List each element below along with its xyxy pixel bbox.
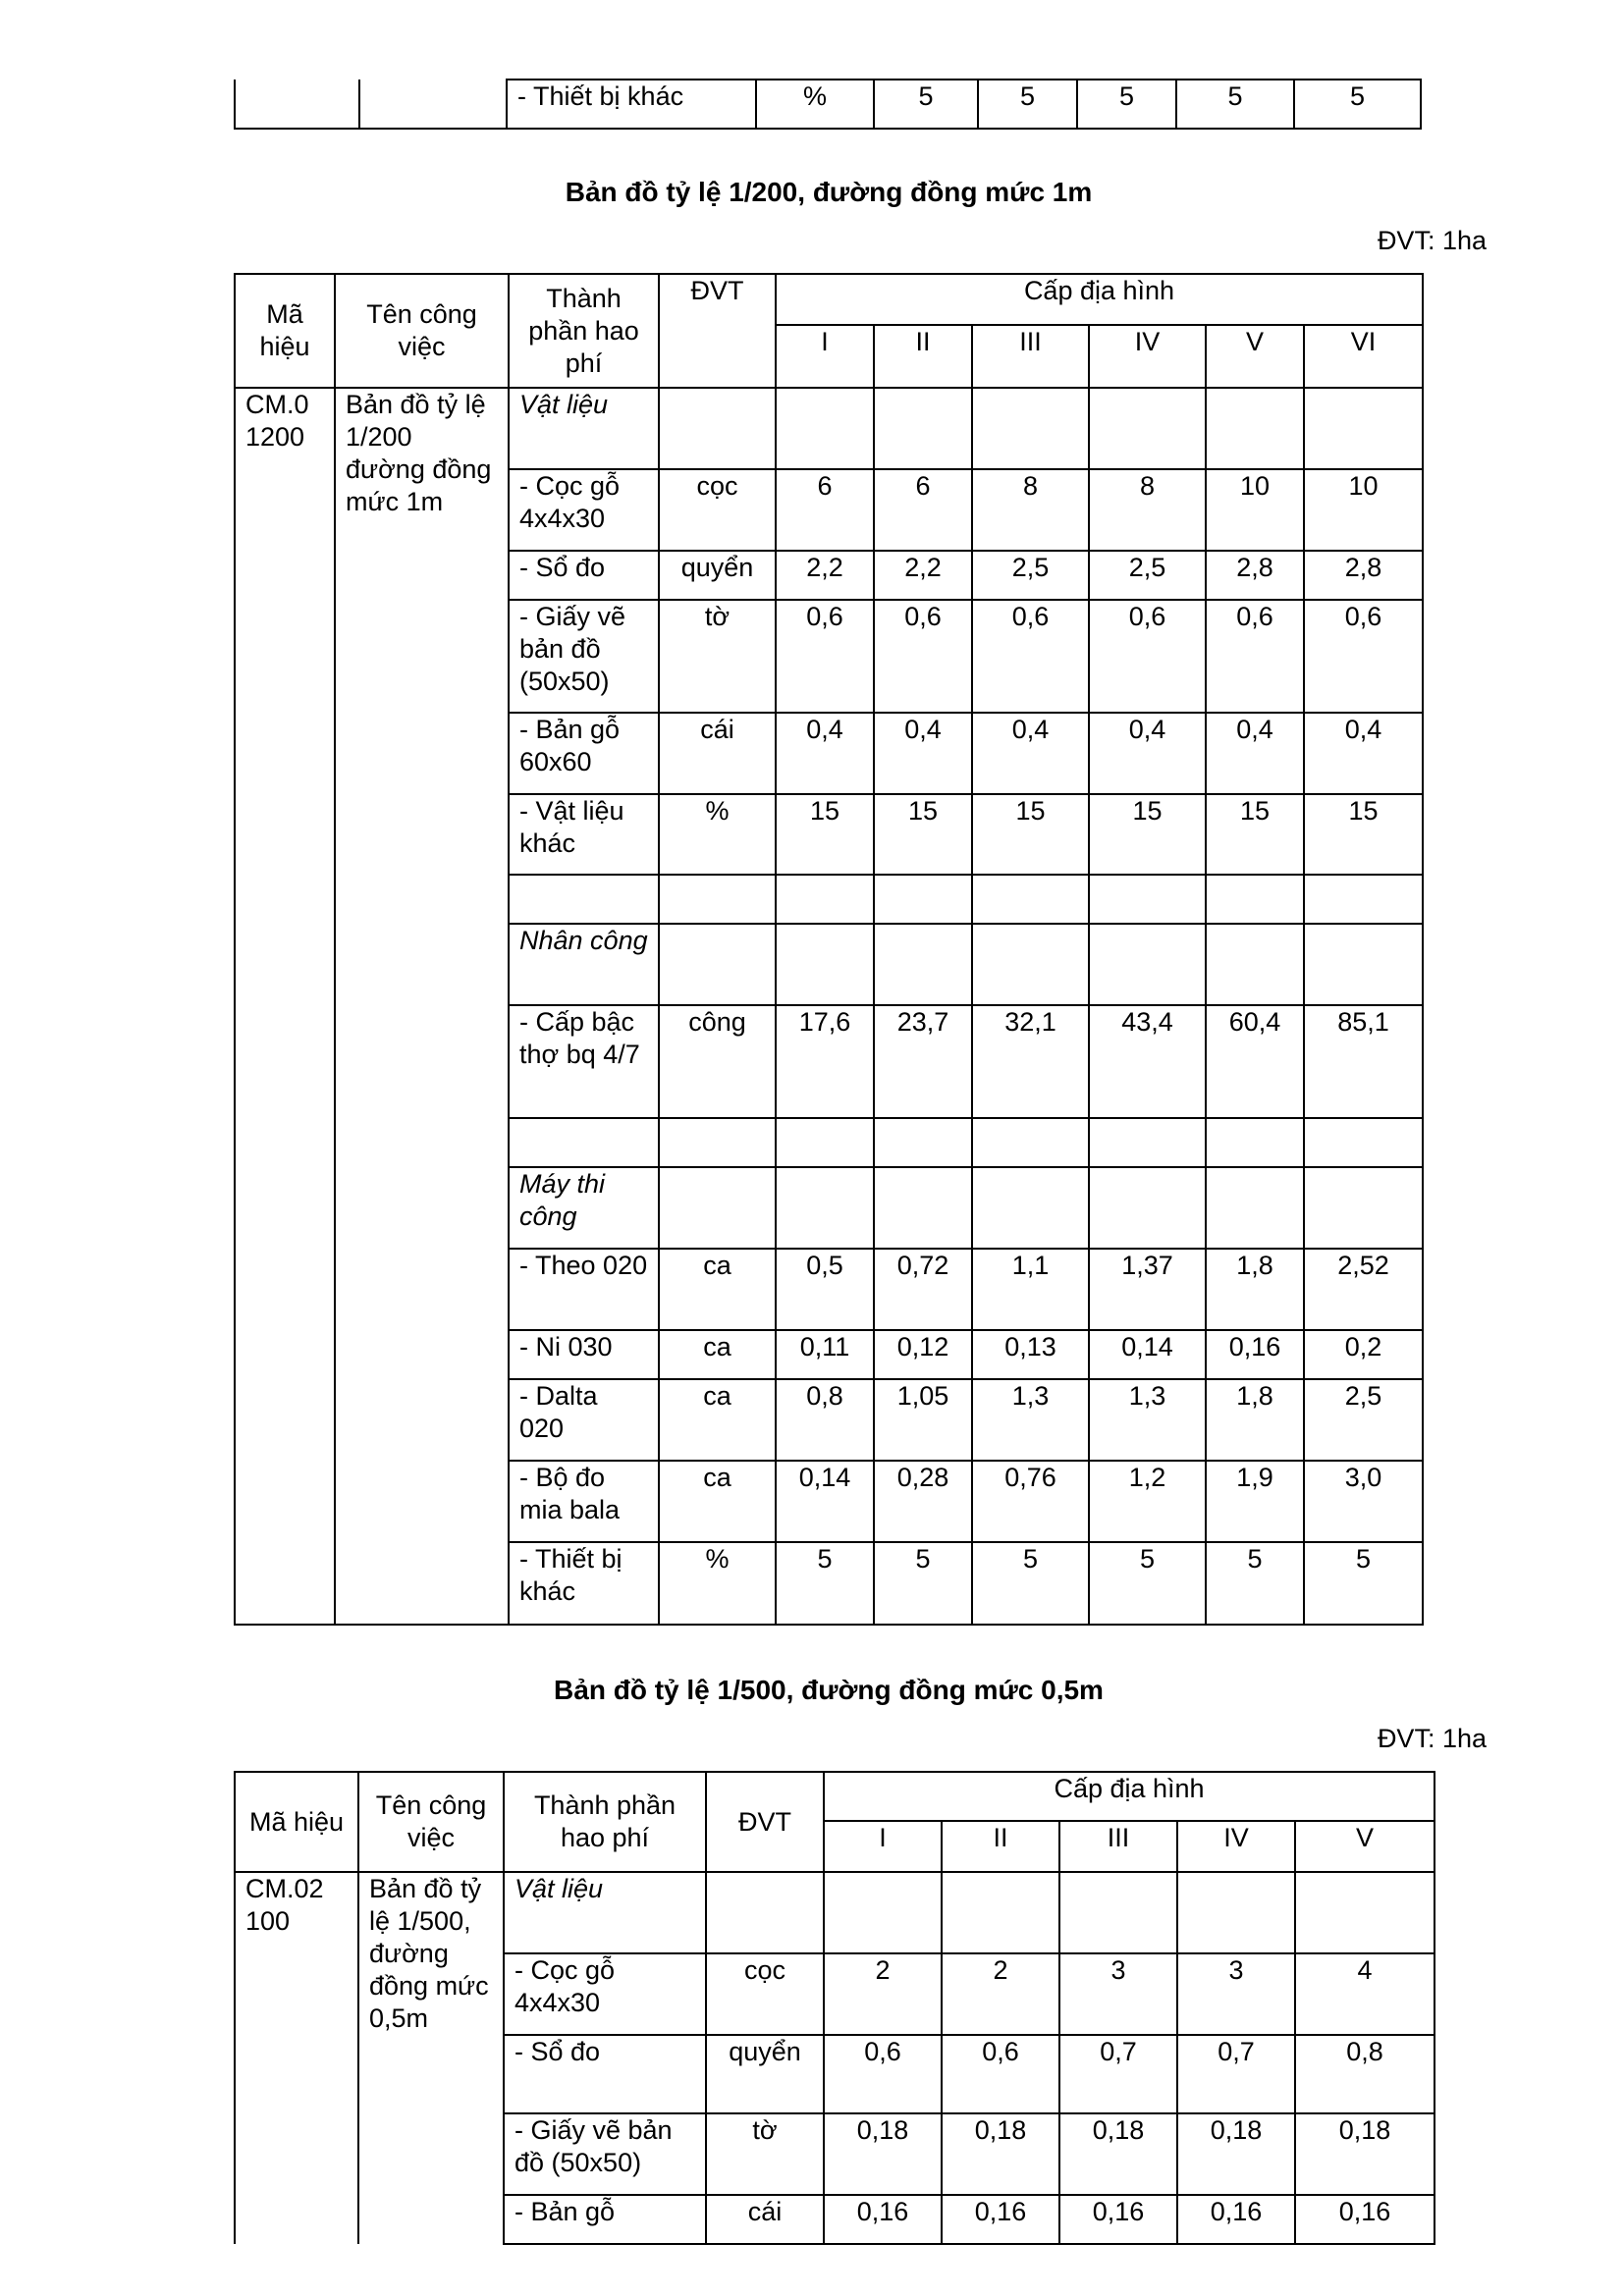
value-cell: 0,6 bbox=[1304, 600, 1423, 713]
value-cell: 85,1 bbox=[1304, 1005, 1423, 1118]
value-cell: 10 bbox=[1206, 469, 1304, 551]
value-cell bbox=[874, 875, 972, 924]
work-code: CM.02 100 bbox=[235, 1872, 358, 2244]
value-cell: 0,6 bbox=[824, 2035, 942, 2113]
header-level: III bbox=[1059, 1821, 1177, 1872]
value-cell bbox=[1206, 875, 1304, 924]
value-cell: 1,37 bbox=[1089, 1249, 1206, 1330]
value-cell: 0,6 bbox=[776, 600, 874, 713]
value-cell: 2,5 bbox=[1089, 551, 1206, 600]
value-cell: 5 bbox=[1206, 1542, 1304, 1625]
row-unit: cái bbox=[706, 2195, 824, 2244]
value-cell: 2 bbox=[942, 1953, 1059, 2035]
row-label: - Cọc gỗ 4x4x30 bbox=[504, 1953, 706, 2035]
value-cell: 15 bbox=[972, 794, 1089, 875]
header-level: VI bbox=[1304, 325, 1423, 388]
value-cell bbox=[776, 1118, 874, 1167]
value-cell: 2,52 bbox=[1304, 1249, 1423, 1330]
value-cell: 0,6 bbox=[1089, 600, 1206, 713]
value-cell: 0,14 bbox=[1089, 1330, 1206, 1379]
value-cell bbox=[972, 924, 1089, 1005]
value-cell: 0,18 bbox=[1177, 2113, 1295, 2195]
row-label bbox=[509, 1118, 659, 1167]
header-code: Mã hiệu bbox=[235, 1772, 358, 1872]
row-label: Máy thi công bbox=[509, 1167, 659, 1249]
header-terrain: Cấp địa hình bbox=[776, 274, 1423, 325]
value-cell: 3 bbox=[1177, 1953, 1295, 2035]
value-cell: 2 bbox=[824, 1953, 942, 2035]
header-work: Tên công việc bbox=[358, 1772, 504, 1872]
row-unit bbox=[659, 388, 776, 469]
header-level: IV bbox=[1089, 325, 1206, 388]
table2-unit-note: ĐVT: 1ha bbox=[1377, 1724, 1487, 1753]
table-row bbox=[235, 80, 1421, 129]
row-label: Vật liệu bbox=[504, 1872, 706, 1953]
value-cell: 0,8 bbox=[1295, 2035, 1435, 2113]
value-cell bbox=[1304, 1167, 1423, 1249]
value-cell bbox=[776, 924, 874, 1005]
value-cell bbox=[972, 388, 1089, 469]
value-cell: 0,7 bbox=[1059, 2035, 1177, 2113]
value-cell bbox=[942, 1872, 1059, 1953]
header-level: I bbox=[824, 1821, 942, 1872]
value-cell: 0,4 bbox=[1304, 713, 1423, 794]
table1 bbox=[234, 273, 1424, 1626]
value-cell: 1,05 bbox=[874, 1379, 972, 1461]
value-cell: 0,4 bbox=[874, 713, 972, 794]
value-cell bbox=[1295, 1872, 1435, 1953]
value-cell: 0,28 bbox=[874, 1461, 972, 1542]
value-cell: 6 bbox=[776, 469, 874, 551]
value-cell: 15 bbox=[1304, 794, 1423, 875]
value-cell bbox=[1304, 875, 1423, 924]
value-cell bbox=[1304, 388, 1423, 469]
value-cell: 2,8 bbox=[1206, 551, 1304, 600]
value-cell: 5 bbox=[972, 1542, 1089, 1625]
value-cell: 0,16 bbox=[824, 2195, 942, 2244]
value-cell: 0,16 bbox=[1059, 2195, 1177, 2244]
header-unit: ĐVT bbox=[659, 274, 776, 388]
value-cell bbox=[776, 1167, 874, 1249]
value-cell: 2,5 bbox=[972, 551, 1089, 600]
value-cell: 5 bbox=[978, 80, 1077, 129]
value-cell: 0,4 bbox=[1089, 713, 1206, 794]
row-label: - Sổ đo bbox=[509, 551, 659, 600]
table1-header-row bbox=[235, 274, 1423, 325]
table2-title: Bản đồ tỷ lệ 1/500, đường đồng mức 0,5m bbox=[554, 1675, 1104, 1705]
value-cell: 0,18 bbox=[1295, 2113, 1435, 2195]
value-cell: 2,2 bbox=[874, 551, 972, 600]
value-cell: 60,4 bbox=[1206, 1005, 1304, 1118]
header-work: Tên công việc bbox=[335, 274, 509, 388]
value-cell: 5 bbox=[1304, 1542, 1423, 1625]
value-cell bbox=[1089, 1167, 1206, 1249]
value-cell: 0,4 bbox=[1206, 713, 1304, 794]
value-cell: 0,4 bbox=[776, 713, 874, 794]
row-label bbox=[509, 875, 659, 924]
work-name: Bản đồ tỷ lệ 1/200 đường đồng mức 1m bbox=[335, 388, 509, 1625]
header-level: II bbox=[942, 1821, 1059, 1872]
row-unit: quyển bbox=[706, 2035, 824, 2113]
work-name: Bản đồ tỷ lệ 1/500, đường đồng mức 0,5m bbox=[358, 1872, 504, 2244]
table2 bbox=[234, 1771, 1435, 2245]
row-unit bbox=[659, 1118, 776, 1167]
value-cell bbox=[776, 388, 874, 469]
value-cell bbox=[874, 1118, 972, 1167]
value-cell: 23,7 bbox=[874, 1005, 972, 1118]
row-label: - Bản gỗ 60x60 bbox=[509, 713, 659, 794]
value-cell: 3,0 bbox=[1304, 1461, 1423, 1542]
value-cell: 1,9 bbox=[1206, 1461, 1304, 1542]
value-cell bbox=[972, 1167, 1089, 1249]
row-unit: % bbox=[659, 1542, 776, 1625]
value-cell bbox=[1206, 1167, 1304, 1249]
value-cell bbox=[824, 1872, 942, 1953]
row-label: - Vật liệu khác bbox=[509, 794, 659, 875]
value-cell: 1,8 bbox=[1206, 1379, 1304, 1461]
row-unit bbox=[706, 1872, 824, 1953]
value-cell: 10 bbox=[1304, 469, 1423, 551]
value-cell: 0,16 bbox=[1295, 2195, 1435, 2244]
header-unit: ĐVT bbox=[706, 1772, 824, 1872]
value-cell: 17,6 bbox=[776, 1005, 874, 1118]
table2-header-row bbox=[235, 1772, 1435, 1821]
value-cell: 0,6 bbox=[942, 2035, 1059, 2113]
value-cell: 4 bbox=[1295, 1953, 1435, 2035]
value-cell bbox=[1206, 1118, 1304, 1167]
value-cell bbox=[1089, 875, 1206, 924]
value-cell bbox=[874, 924, 972, 1005]
row-unit: cọc bbox=[659, 469, 776, 551]
value-cell: 15 bbox=[1089, 794, 1206, 875]
header-level: III bbox=[972, 325, 1089, 388]
value-cell: 0,6 bbox=[1206, 600, 1304, 713]
row-label: Nhân công bbox=[509, 924, 659, 1005]
empty-cell bbox=[359, 80, 507, 129]
value-cell bbox=[1089, 924, 1206, 1005]
value-cell: 0,13 bbox=[972, 1330, 1089, 1379]
row-unit: cái bbox=[659, 713, 776, 794]
header-level: V bbox=[1295, 1821, 1435, 1872]
header-component: Thành phần hao phí bbox=[504, 1772, 706, 1872]
previous-table-fragment bbox=[234, 79, 1422, 130]
work-code: CM.0 1200 bbox=[235, 388, 335, 1625]
row-label: - Dalta 020 bbox=[509, 1379, 659, 1461]
row-unit: tờ bbox=[659, 600, 776, 713]
value-cell bbox=[1206, 924, 1304, 1005]
header-level: I bbox=[776, 325, 874, 388]
header-level: II bbox=[874, 325, 972, 388]
row-unit: ca bbox=[659, 1379, 776, 1461]
row-unit bbox=[659, 875, 776, 924]
row-unit: % bbox=[659, 794, 776, 875]
value-cell bbox=[874, 1167, 972, 1249]
row-label: - Sổ đo bbox=[504, 2035, 706, 2113]
value-cell bbox=[1304, 924, 1423, 1005]
value-cell: 2,8 bbox=[1304, 551, 1423, 600]
value-cell bbox=[1089, 388, 1206, 469]
value-cell bbox=[1059, 1872, 1177, 1953]
row-label: - Bộ đo mia bala bbox=[509, 1461, 659, 1542]
row-label: - Bản gỗ bbox=[504, 2195, 706, 2244]
value-cell: 0,7 bbox=[1177, 2035, 1295, 2113]
value-cell: 1,3 bbox=[1089, 1379, 1206, 1461]
row-unit: % bbox=[756, 80, 874, 129]
value-cell: 15 bbox=[1206, 794, 1304, 875]
row-unit bbox=[659, 1167, 776, 1249]
value-cell: 6 bbox=[874, 469, 972, 551]
value-cell: 5 bbox=[874, 1542, 972, 1625]
value-cell: 0,6 bbox=[972, 600, 1089, 713]
value-cell: 0,5 bbox=[776, 1249, 874, 1330]
value-cell bbox=[1304, 1118, 1423, 1167]
value-cell: 5 bbox=[874, 80, 978, 129]
header-component: Thành phần hao phí bbox=[509, 274, 659, 388]
value-cell: 2,5 bbox=[1304, 1379, 1423, 1461]
empty-cell bbox=[235, 80, 359, 129]
value-cell: 15 bbox=[776, 794, 874, 875]
value-cell: 0,6 bbox=[874, 600, 972, 713]
header-code: Mã hiệu bbox=[235, 274, 335, 388]
value-cell: 0,18 bbox=[1059, 2113, 1177, 2195]
value-cell: 0,18 bbox=[824, 2113, 942, 2195]
value-cell: 5 bbox=[776, 1542, 874, 1625]
value-cell: 0,76 bbox=[972, 1461, 1089, 1542]
row-unit: tờ bbox=[706, 2113, 824, 2195]
value-cell: 5 bbox=[1176, 80, 1294, 129]
value-cell bbox=[1177, 1872, 1295, 1953]
value-cell: 0,72 bbox=[874, 1249, 972, 1330]
row-unit: cọc bbox=[706, 1953, 824, 2035]
row-unit: quyển bbox=[659, 551, 776, 600]
table1-unit-note: ĐVT: 1ha bbox=[1377, 226, 1487, 255]
row-label: - Theo 020 bbox=[509, 1249, 659, 1330]
value-cell: 0,8 bbox=[776, 1379, 874, 1461]
row-label: - Thiết bị khác bbox=[509, 1542, 659, 1625]
value-cell: 0,16 bbox=[1177, 2195, 1295, 2244]
row-label: - Giấy vẽ bản đồ (50x50) bbox=[509, 600, 659, 713]
header-level: IV bbox=[1177, 1821, 1295, 1872]
value-cell: 5 bbox=[1077, 80, 1176, 129]
row-label: - Giấy vẽ bản đồ (50x50) bbox=[504, 2113, 706, 2195]
row-unit: ca bbox=[659, 1461, 776, 1542]
row-unit: ca bbox=[659, 1330, 776, 1379]
row-unit bbox=[659, 924, 776, 1005]
value-cell: 0,18 bbox=[942, 2113, 1059, 2195]
value-cell: 0,14 bbox=[776, 1461, 874, 1542]
row-label: Vật liệu bbox=[509, 388, 659, 469]
value-cell: 8 bbox=[972, 469, 1089, 551]
value-cell: 15 bbox=[874, 794, 972, 875]
value-cell: 2,2 bbox=[776, 551, 874, 600]
value-cell: 5 bbox=[1089, 1542, 1206, 1625]
row-label: - Thiết bị khác bbox=[507, 80, 756, 129]
value-cell: 1,1 bbox=[972, 1249, 1089, 1330]
value-cell bbox=[972, 1118, 1089, 1167]
value-cell: 0,12 bbox=[874, 1330, 972, 1379]
row-unit: ca bbox=[659, 1249, 776, 1330]
row-unit: công bbox=[659, 1005, 776, 1118]
value-cell: 0,4 bbox=[972, 713, 1089, 794]
value-cell: 0,2 bbox=[1304, 1330, 1423, 1379]
value-cell: 1,2 bbox=[1089, 1461, 1206, 1542]
table-row bbox=[235, 1872, 1435, 1953]
value-cell bbox=[776, 875, 874, 924]
row-label: - Cọc gỗ 4x4x30 bbox=[509, 469, 659, 551]
value-cell: 0,11 bbox=[776, 1330, 874, 1379]
value-cell: 3 bbox=[1059, 1953, 1177, 2035]
value-cell: 5 bbox=[1294, 80, 1421, 129]
value-cell: 1,8 bbox=[1206, 1249, 1304, 1330]
value-cell bbox=[874, 388, 972, 469]
value-cell: 0,16 bbox=[1206, 1330, 1304, 1379]
value-cell: 0,16 bbox=[942, 2195, 1059, 2244]
table-row bbox=[235, 388, 1423, 469]
value-cell: 43,4 bbox=[1089, 1005, 1206, 1118]
header-terrain: Cấp địa hình bbox=[824, 1772, 1435, 1821]
header-level: V bbox=[1206, 325, 1304, 388]
value-cell: 32,1 bbox=[972, 1005, 1089, 1118]
value-cell bbox=[1206, 388, 1304, 469]
value-cell: 8 bbox=[1089, 469, 1206, 551]
table1-title: Bản đồ tỷ lệ 1/200, đường đồng mức 1m bbox=[565, 177, 1093, 207]
value-cell bbox=[972, 875, 1089, 924]
row-label: - Ni 030 bbox=[509, 1330, 659, 1379]
value-cell: 1,3 bbox=[972, 1379, 1089, 1461]
value-cell bbox=[1089, 1118, 1206, 1167]
row-label: - Cấp bậc thợ bq 4/7 bbox=[509, 1005, 659, 1118]
